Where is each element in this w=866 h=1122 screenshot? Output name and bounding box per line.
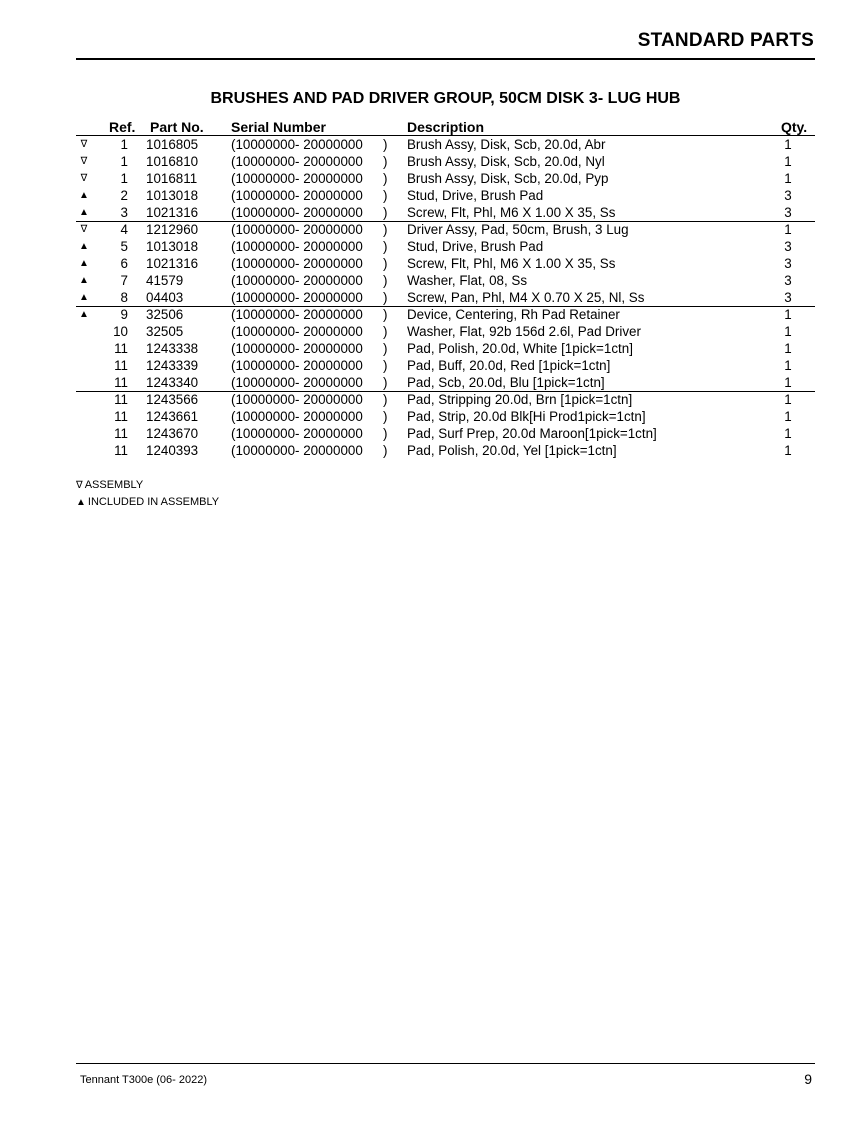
description-cell: Pad, Buff, 20.0d, Red [1pick=1ctn]	[407, 358, 611, 373]
serial-close-paren: )	[383, 137, 388, 152]
description-cell: Pad, Surf Prep, 20.0d Maroon[1pick=1ctn]	[407, 426, 657, 441]
serial-number-cell: (10000000- 20000000	[231, 324, 363, 339]
description-cell: Pad, Scb, 20.0d, Blu [1pick=1ctn]	[407, 375, 605, 390]
serial-close-paren: )	[383, 222, 388, 237]
description-cell: Screw, Flt, Phl, M6 X 1.00 X 35, Ss	[407, 256, 616, 271]
legend-assembly	[76, 479, 143, 491]
row-symbol-icon: ∇	[80, 224, 88, 235]
serial-number-cell: (10000000- 20000000	[231, 222, 363, 237]
ref-cell: 3	[120, 205, 128, 220]
assembly-symbol-icon: ∇	[76, 480, 83, 491]
ref-cell: 4	[120, 222, 128, 237]
qty-cell: 3	[784, 256, 792, 271]
part-number-cell: 1243566	[146, 392, 199, 407]
part-number-cell: 1243661	[146, 409, 199, 424]
serial-close-paren: )	[383, 324, 388, 339]
qty-cell: 1	[784, 443, 792, 458]
page-header-title: STANDARD PARTS	[637, 30, 814, 51]
serial-number-cell: (10000000- 20000000	[231, 273, 363, 288]
table-row	[76, 272, 815, 289]
row-symbol-icon: ▲	[79, 275, 89, 286]
qty-cell: 3	[784, 188, 792, 203]
group-title: BRUSHES AND PAD DRIVER GROUP, 50CM DISK 3- LUG HUB	[210, 90, 681, 107]
ref-cell: 9	[120, 307, 128, 322]
ref-cell: 11	[114, 409, 128, 424]
qty-cell: 1	[784, 324, 792, 339]
part-number-cell: 41579	[146, 273, 184, 288]
description-cell: Stud, Drive, Brush Pad	[407, 239, 544, 254]
description-cell: Screw, Pan, Phl, M4 X 0.70 X 25, Nl, Ss	[407, 290, 645, 305]
qty-cell: 1	[784, 375, 792, 390]
qty-cell: 1	[784, 137, 792, 152]
description-cell: Washer, Flat, 92b 156d 2.6l, Pad Driver	[407, 324, 641, 339]
table-row	[76, 238, 815, 255]
ref-cell: 6	[120, 256, 128, 271]
footer-divider	[76, 1063, 815, 1064]
column-header-description: Description	[407, 119, 485, 135]
serial-close-paren: )	[383, 341, 388, 356]
serial-close-paren: )	[383, 273, 388, 288]
part-number-cell: 04403	[146, 290, 184, 305]
serial-number-cell: (10000000- 20000000	[231, 307, 363, 322]
ref-cell: 11	[114, 392, 128, 407]
row-symbol-icon: ∇	[80, 139, 88, 150]
description-cell: Brush Assy, Disk, Scb, 20.0d, Abr	[407, 137, 606, 152]
serial-number-cell: (10000000- 20000000	[231, 188, 363, 203]
part-number-cell: 1243338	[146, 341, 199, 356]
serial-number-cell: (10000000- 20000000	[231, 290, 363, 305]
part-number-cell: 1013018	[146, 239, 199, 254]
table-row	[76, 357, 815, 374]
ref-cell: 11	[114, 341, 128, 356]
row-symbol-icon: ▲	[79, 241, 89, 252]
qty-cell: 3	[784, 273, 792, 288]
description-cell: Driver Assy, Pad, 50cm, Brush, 3 Lug	[407, 222, 629, 237]
row-symbol-icon: ▲	[79, 292, 89, 303]
footer-model: Tennant T300e (06- 2022)	[80, 1074, 207, 1086]
table-row	[76, 442, 815, 459]
table-row	[76, 306, 815, 323]
qty-cell: 1	[784, 358, 792, 373]
serial-close-paren: )	[383, 205, 388, 220]
qty-cell: 3	[784, 205, 792, 220]
description-cell: Pad, Polish, 20.0d, Yel [1pick=1ctn]	[407, 443, 617, 458]
serial-number-cell: (10000000- 20000000	[231, 239, 363, 254]
table-row	[76, 136, 815, 153]
table-row	[76, 391, 815, 408]
serial-number-cell: (10000000- 20000000	[231, 375, 363, 390]
ref-cell: 11	[114, 443, 128, 458]
part-number-cell: 1243340	[146, 375, 199, 390]
column-header-serial: Serial Number	[231, 119, 326, 135]
table-row	[76, 374, 815, 391]
part-number-cell: 1016810	[146, 154, 199, 169]
description-cell: Device, Centering, Rh Pad Retainer	[407, 307, 620, 322]
serial-close-paren: )	[383, 290, 388, 305]
qty-cell: 1	[784, 171, 792, 186]
part-number-cell: 1021316	[146, 256, 199, 271]
serial-number-cell: (10000000- 20000000	[231, 341, 363, 356]
group-divider	[76, 391, 815, 392]
serial-close-paren: )	[383, 443, 388, 458]
group-divider	[76, 306, 815, 307]
part-number-cell: 1212960	[146, 222, 199, 237]
qty-cell: 3	[784, 290, 792, 305]
table-row	[76, 340, 815, 357]
description-cell: Brush Assy, Disk, Scb, 20.0d, Nyl	[407, 154, 605, 169]
row-symbol-icon: ▲	[79, 207, 89, 218]
part-number-cell: 1021316	[146, 205, 199, 220]
row-symbol-icon: ▲	[79, 190, 89, 201]
part-number-cell: 1243339	[146, 358, 199, 373]
qty-cell: 1	[784, 392, 792, 407]
legend-included	[76, 496, 219, 508]
qty-cell: 1	[784, 222, 792, 237]
serial-number-cell: (10000000- 20000000	[231, 154, 363, 169]
table-row	[76, 153, 815, 170]
row-symbol-icon: ∇	[80, 156, 88, 167]
description-cell: Brush Assy, Disk, Scb, 20.0d, Pyp	[407, 171, 609, 186]
part-number-cell: 1013018	[146, 188, 199, 203]
ref-cell: 11	[114, 375, 128, 390]
serial-close-paren: )	[383, 239, 388, 254]
ref-cell: 2	[120, 188, 128, 203]
row-symbol-icon: ∇	[80, 173, 88, 184]
ref-cell: 5	[120, 239, 128, 254]
serial-close-paren: )	[383, 188, 388, 203]
table-row	[76, 323, 815, 340]
ref-cell: 1	[120, 154, 128, 169]
table-row	[76, 204, 815, 221]
serial-number-cell: (10000000- 20000000	[231, 256, 363, 271]
qty-cell: 3	[784, 239, 792, 254]
serial-close-paren: )	[383, 409, 388, 424]
qty-cell: 1	[784, 154, 792, 169]
qty-cell: 1	[784, 307, 792, 322]
table-row	[76, 408, 815, 425]
ref-cell: 10	[113, 324, 128, 339]
serial-number-cell: (10000000- 20000000	[231, 205, 363, 220]
header-divider	[76, 58, 815, 60]
ref-cell: 7	[120, 273, 128, 288]
group-divider	[76, 221, 815, 222]
serial-close-paren: )	[383, 307, 388, 322]
qty-cell: 1	[784, 409, 792, 424]
ref-cell: 1	[120, 171, 128, 186]
serial-close-paren: )	[383, 358, 388, 373]
qty-cell: 1	[784, 341, 792, 356]
serial-number-cell: (10000000- 20000000	[231, 443, 363, 458]
table-row	[76, 289, 815, 306]
serial-number-cell: (10000000- 20000000	[231, 358, 363, 373]
row-symbol-icon: ▲	[79, 309, 89, 320]
row-symbol-icon: ▲	[79, 258, 89, 269]
qty-cell: 1	[784, 426, 792, 441]
column-header-qty: Qty.	[781, 119, 808, 135]
description-cell: Pad, Polish, 20.0d, White [1pick=1ctn]	[407, 341, 633, 356]
description-cell: Pad, Strip, 20.0d Blk[Hi Prod1pick=1ctn]	[407, 409, 646, 424]
description-cell: Washer, Flat, 08, Ss	[407, 273, 528, 288]
table-row	[76, 425, 815, 442]
included-symbol-icon: ▲	[76, 497, 86, 508]
part-number-cell: 1240393	[146, 443, 199, 458]
ref-cell: 1	[120, 137, 128, 152]
serial-close-paren: )	[383, 375, 388, 390]
serial-close-paren: )	[383, 171, 388, 186]
serial-close-paren: )	[383, 154, 388, 169]
page-number: 9	[804, 1071, 812, 1087]
description-cell: Stud, Drive, Brush Pad	[407, 188, 544, 203]
ref-cell: 8	[120, 290, 128, 305]
part-number-cell: 32505	[146, 324, 184, 339]
serial-number-cell: (10000000- 20000000	[231, 409, 363, 424]
table-row	[76, 221, 815, 238]
part-number-cell: 1016811	[146, 171, 198, 186]
serial-number-cell: (10000000- 20000000	[231, 171, 363, 186]
table-row	[76, 255, 815, 272]
description-cell: Pad, Stripping 20.0d, Brn [1pick=1ctn]	[407, 392, 633, 407]
serial-number-cell: (10000000- 20000000	[231, 426, 363, 441]
serial-close-paren: )	[383, 256, 388, 271]
legend-label: ASSEMBLY	[84, 479, 144, 491]
part-number-cell: 1243670	[146, 426, 199, 441]
serial-number-cell: (10000000- 20000000	[231, 137, 363, 152]
description-cell: Screw, Flt, Phl, M6 X 1.00 X 35, Ss	[407, 205, 616, 220]
part-number-cell: 1016805	[146, 137, 199, 152]
table-row	[76, 170, 815, 187]
serial-number-cell: (10000000- 20000000	[231, 392, 363, 407]
ref-cell: 11	[114, 426, 128, 441]
serial-close-paren: )	[383, 392, 388, 407]
ref-cell: 11	[114, 358, 128, 373]
part-number-cell: 32506	[146, 307, 184, 322]
serial-close-paren: )	[383, 426, 388, 441]
column-header-part-no: Part No.	[150, 119, 204, 135]
legend-label: INCLUDED IN ASSEMBLY	[87, 496, 220, 508]
table-row	[76, 187, 815, 204]
column-header-ref: Ref.	[109, 119, 136, 135]
